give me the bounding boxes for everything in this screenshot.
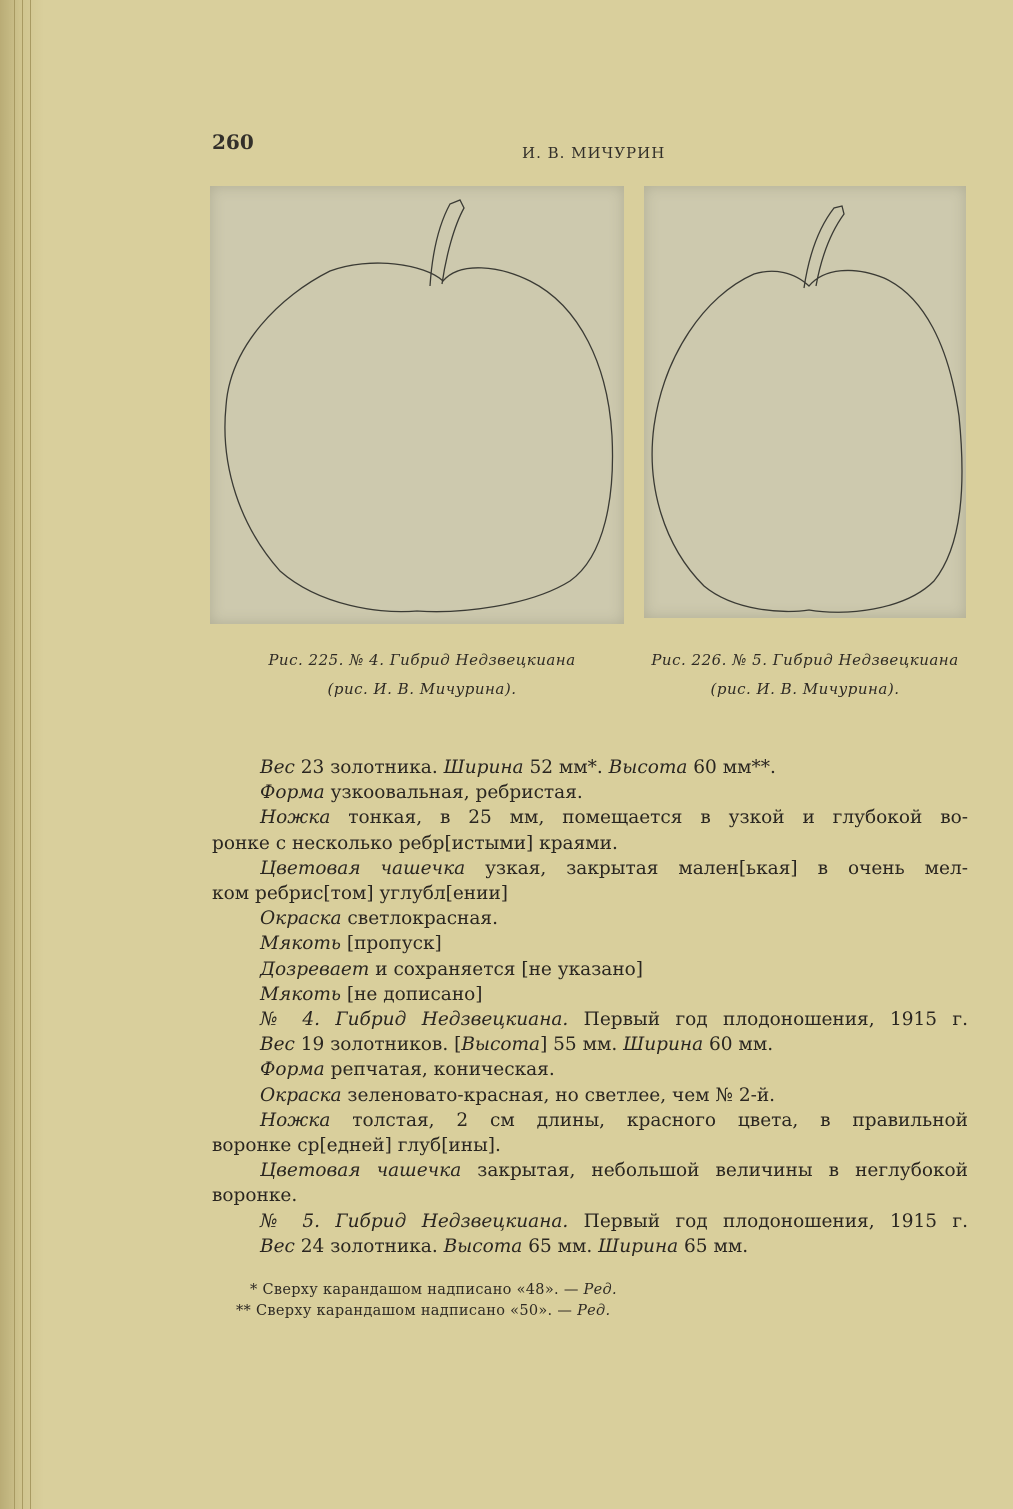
text: светлокрасная. — [341, 908, 498, 930]
term-height: Высота — [461, 1034, 541, 1056]
paragraph — [212, 1007, 968, 1032]
term-weight: Вес — [260, 1235, 295, 1257]
term-color: Окраска — [260, 1084, 342, 1106]
text: Первый год плодоношения, 1915 г. — [568, 1009, 969, 1031]
apple-stem — [804, 206, 844, 288]
apple-outline — [225, 263, 613, 612]
paragraph — [212, 1209, 968, 1234]
term-height: Высота — [608, 757, 688, 778]
text: узкая, закрытая мален[ькая] в очень мел- — [465, 857, 968, 879]
caption-line: Рис. 225. № 4. Гибрид Недзвецкиана — [268, 651, 576, 669]
footnote-mark: ** — [236, 1303, 252, 1319]
term-calyx: Цветовая чашечка — [260, 1160, 462, 1182]
paragraph — [212, 1057, 968, 1082]
figure-226-apple-drawing — [644, 186, 966, 618]
term-width: Ширина — [623, 1034, 704, 1056]
text: 19 золотников. [ — [294, 1034, 462, 1056]
text: воронке. — [212, 1185, 298, 1207]
term-weight: Вес — [260, 1034, 295, 1056]
text: Первый год плодоношения, 1915 г. — [568, 1210, 969, 1232]
term-stem: Ножка — [260, 1109, 331, 1131]
paragraph — [212, 1158, 968, 1208]
caption-line: (рис. И. В. Мичурина). — [710, 680, 900, 698]
hybrid-heading: № 4. Гибрид Недзвецкиана. — [260, 1009, 569, 1031]
footnote-2 — [236, 1303, 610, 1319]
paragraph — [212, 1108, 968, 1158]
page-edge-line — [14, 0, 15, 1509]
caption-line: Рис. 226. № 5. Гибрид Недзвецкиана — [651, 651, 959, 669]
text: 65 мм. — [522, 1235, 599, 1257]
apple-outline — [652, 270, 962, 612]
apple-stem — [430, 200, 464, 286]
text: 60 мм. — [703, 1034, 774, 1056]
figure-225-apple-drawing — [210, 186, 624, 624]
text: 52 мм*. — [523, 757, 609, 778]
paragraph — [212, 805, 968, 855]
text: 23 золотника. — [294, 757, 444, 778]
text: толстая, 2 см длины, красного цвета, в правильной — [330, 1109, 968, 1131]
line — [212, 1158, 968, 1183]
text: ронке с несколько ребр[истыми] краями. — [212, 832, 618, 854]
paragraph — [212, 1083, 968, 1108]
text: репчатая, коническая. — [324, 1059, 555, 1081]
editor-mark: Ред. — [583, 1282, 617, 1298]
paragraph — [212, 931, 968, 956]
term-calyx: Цветовая чашечка — [260, 857, 466, 879]
paragraph — [212, 906, 968, 931]
text: [не дописано] — [341, 983, 483, 1005]
text: 60 мм**. — [687, 757, 776, 778]
caption-line: (рис. И. В. Мичурина). — [327, 680, 517, 698]
paragraph — [212, 1234, 968, 1259]
page-number: 260 — [212, 130, 254, 154]
line — [212, 805, 968, 830]
text: узкоовальная, ребристая. — [324, 782, 583, 804]
page-edge-line — [30, 0, 31, 1509]
hybrid-heading: № 5. Гибрид Недзвецкиана. — [260, 1210, 569, 1232]
body-text — [212, 755, 968, 1259]
line — [212, 856, 968, 881]
book-spine-shadow — [0, 0, 44, 1509]
text: ком ребрис[том] углубл[ении] — [212, 883, 508, 905]
term-ripens: Дозревает — [260, 958, 370, 980]
text: [пропуск] — [341, 933, 442, 955]
paragraph — [212, 755, 968, 780]
footnote-1 — [250, 1282, 617, 1298]
term-width: Ширина — [598, 1235, 679, 1257]
running-title: И. В. МИЧУРИН — [522, 144, 666, 162]
term-color: Окраска — [260, 908, 342, 930]
paragraph — [212, 856, 968, 906]
page-edge-line — [22, 0, 23, 1509]
term-shape: Форма — [260, 1059, 325, 1081]
term-width: Ширина — [443, 757, 524, 778]
paragraph — [212, 1032, 968, 1057]
paragraph — [212, 982, 968, 1007]
text: зеленовато-красная, но светлее, чем № 2-й. — [341, 1084, 776, 1106]
line — [212, 1108, 968, 1133]
text: ] 55 мм. — [540, 1034, 624, 1056]
text: тонкая, в 25 мм, помещается в узкой и глубокой во- — [330, 807, 968, 829]
term-flesh: Мякоть — [260, 933, 341, 955]
paragraph — [212, 957, 968, 982]
term-weight: Вес — [260, 757, 295, 778]
footnote-mark: * — [250, 1282, 258, 1298]
editor-mark: Ред. — [577, 1303, 611, 1319]
text: воронке ср[едней] глуб[ины]. — [212, 1135, 501, 1157]
text: 24 золотника. — [294, 1235, 444, 1257]
footnote-text: Сверху карандашом надписано «50». — — [251, 1303, 578, 1319]
figure-226-caption — [640, 646, 970, 704]
term-shape: Форма — [260, 782, 325, 804]
paragraph — [212, 780, 968, 805]
figure-225-caption — [226, 646, 618, 704]
text: 65 мм. — [678, 1235, 749, 1257]
term-height: Высота — [443, 1235, 523, 1257]
text: и сохраняется [не указано] — [369, 958, 644, 980]
text: закрытая, небольшой величины в неглубокой — [461, 1160, 968, 1182]
term-stem: Ножка — [260, 807, 331, 829]
term-flesh: Мякоть — [260, 983, 341, 1005]
footnote-text: Сверху карандашом надписано «48». — — [257, 1282, 584, 1298]
